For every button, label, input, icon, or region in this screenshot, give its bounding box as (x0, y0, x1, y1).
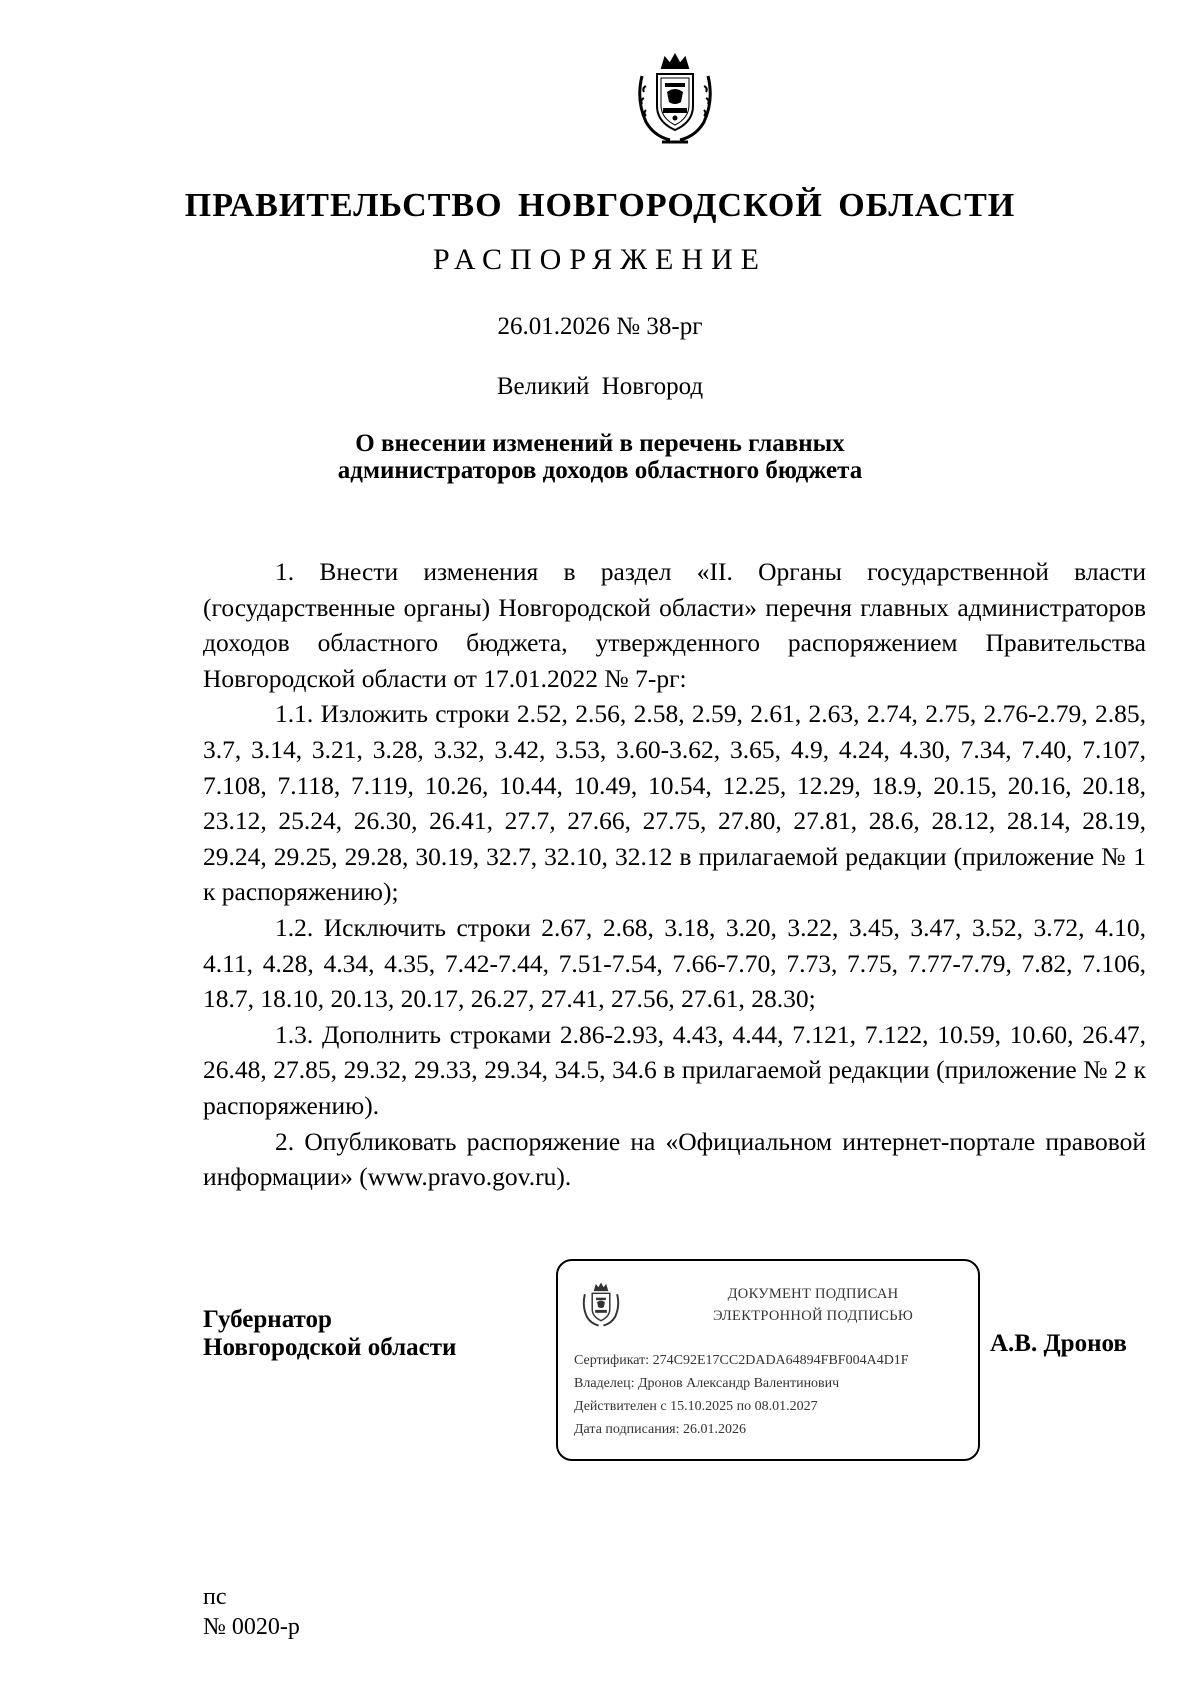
subject-line-2: администраторов доходов областного бюджета (337, 457, 863, 484)
document-footer (203, 1582, 300, 1642)
stamp-certificate: Сертификат: 274C92E17CC2DADA64894FBF004A4D1F (574, 1353, 909, 1368)
organization-name: ПРАВИТЕЛЬСТВО НОВГОРОДСКОЙ ОБЛАСТИ (184, 187, 1016, 224)
stamp-validity: Действителен с 15.10.2025 по 08.01.2027 (574, 1399, 818, 1414)
signatory-title-line-2: Новгородской области (203, 1334, 457, 1361)
stamp-header-line-2: ЭЛЕКТРОННОЙ ПОДПИСЬЮ (712, 1308, 914, 1324)
signatory-title-line-1: Губернатор (203, 1306, 332, 1333)
document-body (203, 554, 1146, 1195)
stamp-details (574, 1349, 909, 1441)
paragraph-2: 2. Опубликовать распоряжение на «Официальном интернет-портале правовой информации» (www.pravo.gov.ru). (203, 1126, 1146, 1192)
stamp-header (648, 1283, 978, 1327)
paragraph-1-1: 1.1. Изложить строки 2.52, 2.56, 2.58, 2.59, 2.61, 2.63, 2.74, 2.75, 2.76-2.79, 2.85, 3.7, 3.14, 3.21, 3.28, 3.32, 3.42, 3.53, 3.60-3.62, 3.65, 4.9, 4.24, 4.30, 7.34, 7.40, 7.107, 7.108, 7.118, 7.119, 10.26, 10.44, 10.49, 10.54, 12.25, 12.29, 18.9, 20.15, 20.16, 20.18, 23.12, 25.24, 26.30, 26.41, 27.7, 27.66, 27.75, 27.80, 27.81, 28.6, 28.12, 28.14, 28.19, 29.24, 29.25, 29.28, 30.19, 32.7, 32.10, 32.12 в прилагаемой редакции (приложение № 1 к распоряжению); (203, 699, 1146, 907)
coat-of-arms-emblem (632, 50, 718, 150)
stamp-header-line-1: ДОКУМЕНТ ПОДПИСАН (727, 1286, 899, 1302)
paragraph-1-3: 1.3. Дополнить строками 2.86-2.93, 4.43, 4.44, 7.121, 7.122, 10.59, 10.60, 26.47, 26.48, 27.85, 29.32, 29.33, 29.34, 34.5, 34.6 в прилагаемой редакции (приложение № 2 к распоряжению). (203, 1019, 1146, 1120)
paragraph-1-2: 1.2. Исключить строки 2.67, 2.68, 3.18, 3.20, 3.22, 3.45, 3.47, 3.52, 3.72, 4.10, 4.11, 4.28, 4.34, 4.35, 7.42-7.44, 7.51-7.54, 7.66-7.70, 7.73, 7.75, 7.77-7.79, 7.82, 7.106, 18.7, 18.10, 20.13, 20.17, 26.27, 27.41, 27.56, 27.61, 28.30; (203, 912, 1146, 1014)
paragraph-1: 1. Внести изменения в раздел «II. Органы государственной власти (государственные органы) Новгородской области» перечня главных администраторов доходов областного бюджета, утвержденного распоряжением Правительства Новгородской области от 17.01.2022 № 7-рг: (203, 557, 1146, 693)
electronic-signature-stamp (556, 1259, 980, 1461)
signatory-title (203, 1306, 456, 1362)
footer-line-2: № 0020-р (203, 1614, 300, 1640)
stamp-owner: Владелец: Дронов Александр Валентинович (574, 1376, 840, 1391)
document-date-number: 26.01.2026 № 38-рг (497, 313, 703, 340)
subject-line-1: О внесении изменений в перечень главных (355, 430, 845, 457)
signer-name: А.В. Дронов (990, 1330, 1127, 1357)
document-type: РАСПОРЯЖЕНИЕ (432, 243, 768, 276)
footer-line-1: пс (203, 1584, 227, 1610)
stamp-signed-date: Дата подписания: 26.01.2026 (574, 1422, 747, 1437)
document-subject (300, 430, 900, 484)
document-city: Великий Новгород (496, 373, 704, 400)
stamp-emblem-icon (580, 1281, 622, 1331)
